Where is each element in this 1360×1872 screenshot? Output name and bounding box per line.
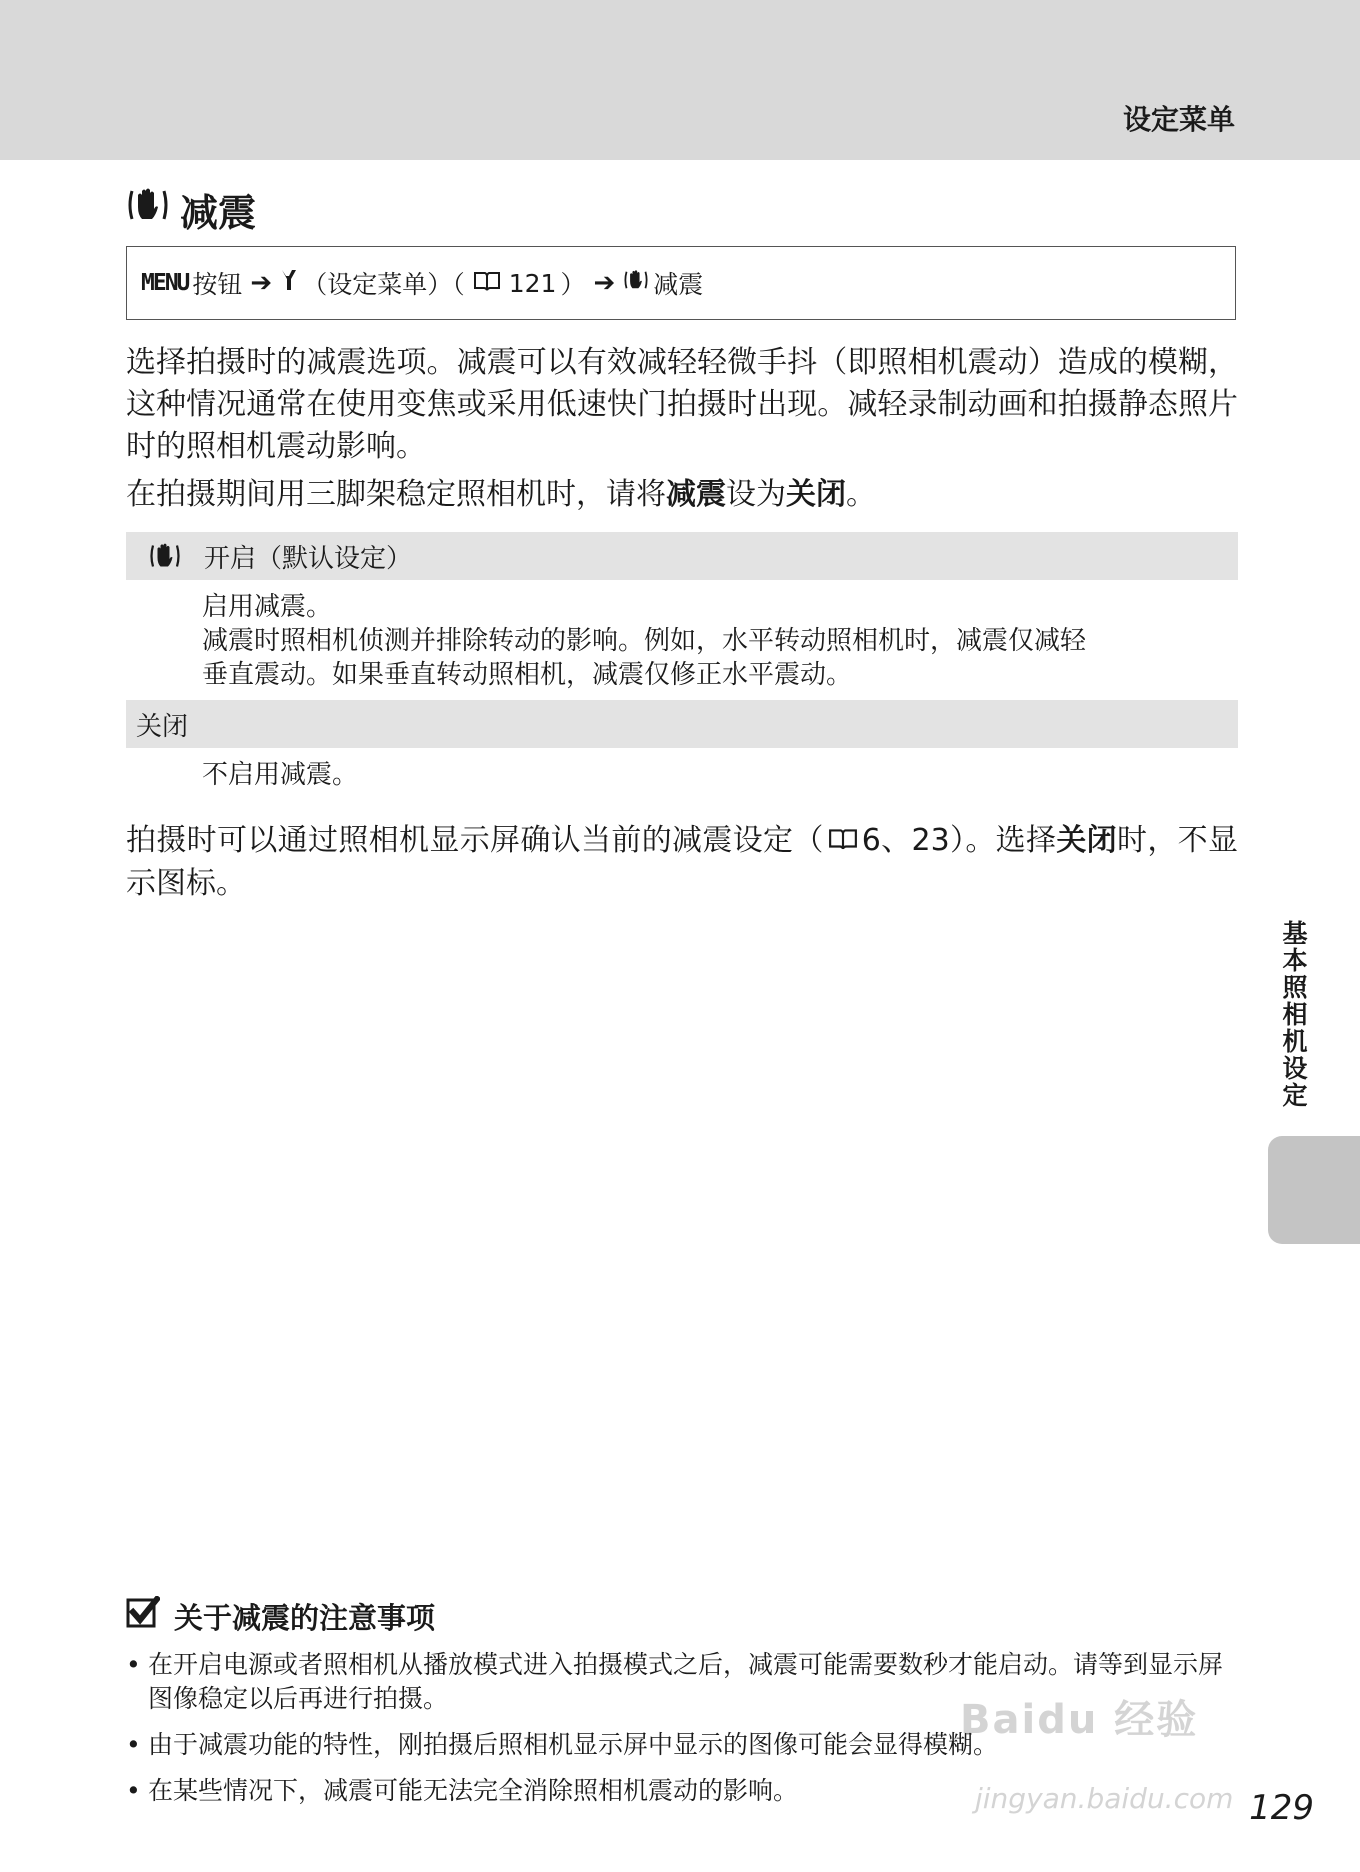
list-item: • 在某些情况下，减震可能无法完全消除照相机震动的影响。 — [126, 1774, 1238, 1808]
menu-path-box — [126, 246, 1236, 320]
setup-menu-label: （设定菜单）（ — [302, 270, 465, 299]
side-tab — [1268, 1136, 1360, 1244]
intro-text — [126, 342, 1238, 522]
checkmark-icon — [126, 1596, 160, 1637]
section-title: 设定菜单 — [1122, 103, 1235, 136]
note-title — [126, 1596, 435, 1637]
option-desc-off — [202, 758, 1232, 792]
option-desc-line: 不启用减震。 — [202, 760, 359, 790]
summary-text: 拍摄时可以通过照相机显示屏确认当前的减震设定（ 6、23）。选择关闭时，不显示图标。 — [126, 820, 1238, 905]
menu-word: MENU — [141, 270, 189, 296]
vibration-reduction-option-icon — [126, 541, 204, 571]
page-reference: 121 — [508, 268, 557, 298]
option-desc-line: 减震时照相机侦测并排除转动的影响。例如，水平转动照相机时，减震仅减轻 — [202, 626, 1087, 656]
page-number: 129 — [1249, 1788, 1314, 1828]
option-desc-line: 启用减震。 — [202, 592, 333, 622]
book-icon — [473, 269, 501, 298]
watermark-logo: Baidu 经验 — [960, 1697, 1199, 1743]
menu-button-label: 按钮 — [192, 270, 243, 299]
page-title: 减震 — [180, 191, 257, 235]
watermark-url: jingyan.baidu.com — [975, 1782, 1234, 1815]
wrench-icon — [280, 268, 298, 298]
page-heading — [126, 182, 256, 237]
option-label-off: 关闭 — [136, 711, 189, 742]
menu-target-label: 减震 — [653, 270, 704, 299]
vibration-reduction-hand-icon — [126, 185, 170, 234]
side-tab-label: 基本照相机设定 — [1279, 920, 1308, 1109]
arrow-right-icon-2: ➔ — [593, 268, 616, 298]
arrow-right-icon: ➔ — [250, 268, 273, 298]
note-title-text: 关于减震的注意事项 — [174, 1601, 436, 1635]
option-row-off — [126, 700, 1238, 748]
option-row-on — [126, 532, 1238, 580]
intro-paragraph-2: 在拍摄期间用三脚架稳定照相机时，请将减震设为关闭。 — [126, 477, 876, 512]
vibration-reduction-small-icon — [623, 268, 649, 298]
book-icon — [828, 821, 858, 863]
list-item: • 由于减震功能的特性，刚拍摄后照相机显示屏中显示的图像可能会显得模糊。 — [126, 1728, 1238, 1762]
close-paren: ） — [560, 270, 586, 299]
option-label-on: 开启（默认设定） — [204, 543, 413, 574]
option-desc-line: 垂直震动。如果垂直转动照相机，减震仅修正水平震动。 — [202, 660, 853, 690]
list-item: • 在开启电源或者照相机从播放模式进入拍摄模式之后，减震可能需要数秒才能启动。请等到显示屏图像稳定以后再进行拍摄。 — [126, 1648, 1238, 1716]
intro-paragraph-1: 选择拍摄时的减震选项。减震可以有效减轻轻微手抖（即照相机震动）造成的模糊，这种情况通常在使用变焦或采用低速快门拍摄时出现。减轻录制动画和拍摄静态照片时的照相机震动影响。 — [126, 345, 1238, 464]
option-desc-on — [202, 590, 1232, 692]
